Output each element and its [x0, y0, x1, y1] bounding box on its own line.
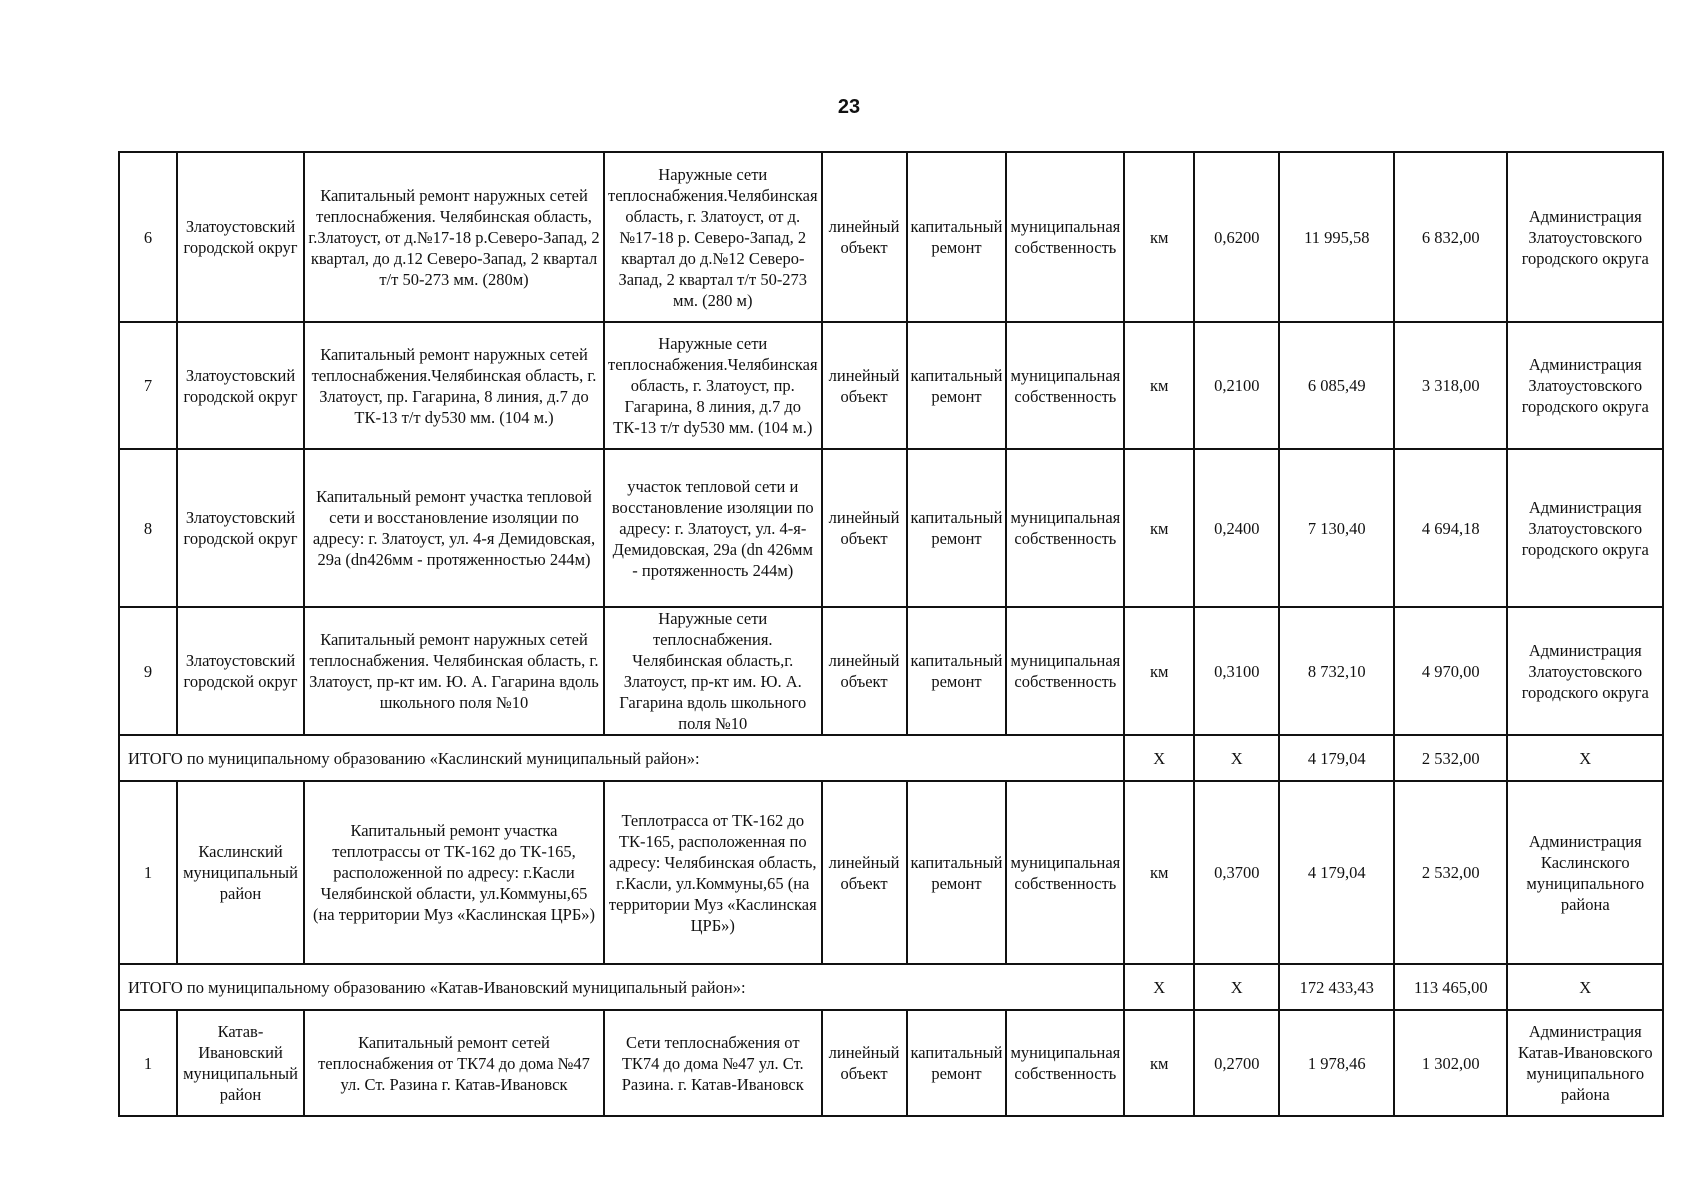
total-cost-total-cell: 172 433,43 — [1279, 964, 1394, 1010]
total-unit-cell: Х — [1124, 735, 1194, 781]
customer-cell: Администрация Златоустовского городского округа — [1507, 322, 1663, 449]
cost-total-cell: 6 085,49 — [1279, 322, 1394, 449]
total-row — [119, 735, 1663, 781]
table-row — [119, 152, 1663, 322]
object-name-cell: Наружные сети теплоснабжения.Челябинская область, г. Златоуст, пр. Гагарина, 8 линия, д.7 до ТК-13 т/т dy530 мм. (104 м.) — [604, 322, 822, 449]
municipality-cell: Златоустовский городской округ — [177, 322, 304, 449]
object-name-cell: Наружные сети теплоснабжения. Челябинская область,г. Златоуст, пр-кт им. Ю. А. Гагарина вдоль школьного поля №10 — [604, 607, 822, 735]
total-quantity-cell: Х — [1194, 735, 1279, 781]
object-type-cell: линейный объект — [822, 607, 907, 735]
object-name-cell: Наружные сети теплоснабжения.Челябинская область, г. Златоуст, от д.№17-18 р. Северо-Запад, 2 квартал до д.№12 Северо-Запад, 2 квартал т/т 50-273 мм. (280 м) — [604, 152, 822, 322]
total-cost-total-cell: 4 179,04 — [1279, 735, 1394, 781]
quantity-cell: 0,2100 — [1194, 322, 1279, 449]
ownership-cell: муниципальная собственность — [1006, 152, 1124, 322]
cost-budget-cell: 4 694,18 — [1394, 449, 1507, 607]
municipality-cell: Катав-Ивановский муниципальный район — [177, 1010, 304, 1116]
object-type-cell: линейный объект — [822, 152, 907, 322]
cost-total-cell: 11 995,58 — [1279, 152, 1394, 322]
works-table — [118, 151, 1664, 1117]
object-name-cell: Сети теплоснабжения от ТК74 до дома №47 ул. Ст. Разина. г. Катав-Ивановск — [604, 1010, 822, 1116]
table-row — [119, 449, 1663, 607]
cost-budget-cell: 2 532,00 — [1394, 781, 1507, 964]
work-name-cell: Капитальный ремонт сетей теплоснабжения от ТК74 до дома №47 ул. Ст. Разина г. Катав-Ивановск — [304, 1010, 604, 1116]
work-name-cell: Капитальный ремонт участка тепловой сети и восстановление изоляции по адресу: г. Златоуст, ул. 4-я Демидовская, 29а (dn426мм - протяженностью 244м) — [304, 449, 604, 607]
quantity-cell: 0,3100 — [1194, 607, 1279, 735]
municipality-cell: Златоустовский городской округ — [177, 449, 304, 607]
object-type-cell: линейный объект — [822, 449, 907, 607]
row-number: 1 — [119, 1010, 177, 1116]
work-type-cell: капитальный ремонт — [907, 1010, 1007, 1116]
ownership-cell: муниципальная собственность — [1006, 607, 1124, 735]
total-customer-cell: Х — [1507, 735, 1663, 781]
cost-total-cell: 4 179,04 — [1279, 781, 1394, 964]
total-cost-budget-cell: 113 465,00 — [1394, 964, 1507, 1010]
total-row — [119, 964, 1663, 1010]
quantity-cell: 0,2700 — [1194, 1010, 1279, 1116]
ownership-cell: муниципальная собственность — [1006, 1010, 1124, 1116]
object-type-cell: линейный объект — [822, 781, 907, 964]
table-row — [119, 607, 1663, 735]
municipality-cell: Златоустовский городской округ — [177, 607, 304, 735]
work-type-cell: капитальный ремонт — [907, 781, 1007, 964]
ownership-cell: муниципальная собственность — [1006, 449, 1124, 607]
object-type-cell: линейный объект — [822, 1010, 907, 1116]
customer-cell: Администрация Златоустовского городского округа — [1507, 152, 1663, 322]
cost-total-cell: 8 732,10 — [1279, 607, 1394, 735]
object-name-cell: Теплотрасса от ТК-162 до ТК-165, расположенная по адресу: Челябинская область, г.Касли, ул.Коммуны,65 (на территории Муз «Каслинская ЦРБ») — [604, 781, 822, 964]
work-name-cell: Капитальный ремонт наружных сетей теплоснабжения.Челябинская область, г. Златоуст, пр. Гагарина, 8 линия, д.7 до ТК-13 т/т dy530 мм. (104 м.) — [304, 322, 604, 449]
unit-cell: км — [1124, 152, 1194, 322]
work-name-cell: Капитальный ремонт наружных сетей теплоснабжения. Челябинская область, г. Златоуст, пр-кт им. Ю. А. Гагарина вдоль школьного поля №10 — [304, 607, 604, 735]
row-number: 1 — [119, 781, 177, 964]
cost-budget-cell: 6 832,00 — [1394, 152, 1507, 322]
work-type-cell: капитальный ремонт — [907, 152, 1007, 322]
unit-cell: км — [1124, 1010, 1194, 1116]
table-row — [119, 781, 1663, 964]
unit-cell: км — [1124, 781, 1194, 964]
total-label: ИТОГО по муниципальному образованию «Катав-Ивановский муниципальный район»: — [119, 964, 1124, 1010]
total-cost-budget-cell: 2 532,00 — [1394, 735, 1507, 781]
total-quantity-cell: Х — [1194, 964, 1279, 1010]
cost-budget-cell: 3 318,00 — [1394, 322, 1507, 449]
unit-cell: км — [1124, 607, 1194, 735]
total-customer-cell: Х — [1507, 964, 1663, 1010]
municipality-cell: Златоустовский городской округ — [177, 152, 304, 322]
row-number: 6 — [119, 152, 177, 322]
work-type-cell: капитальный ремонт — [907, 449, 1007, 607]
quantity-cell: 0,6200 — [1194, 152, 1279, 322]
work-name-cell: Капитальный ремонт участка теплотрассы от ТК-162 до ТК-165, расположенной по адресу: г.Касли Челябинской области, ул.Коммуны,65 (на территории Муз «Каслинская ЦРБ») — [304, 781, 604, 964]
ownership-cell: муниципальная собственность — [1006, 781, 1124, 964]
customer-cell: Администрация Каслинского муниципального района — [1507, 781, 1663, 964]
work-name-cell: Капитальный ремонт наружных сетей теплоснабжения. Челябинская область, г.Златоуст, от д.№17-18 р.Северо-Запад, 2 квартал, до д.12 Северо-Запад, 2 квартал т/т 50-273 мм. (280м) — [304, 152, 604, 322]
total-label: ИТОГО по муниципальному образованию «Каслинский муниципальный район»: — [119, 735, 1124, 781]
table-row — [119, 1010, 1663, 1116]
unit-cell: км — [1124, 322, 1194, 449]
object-name-cell: участок тепловой сети и восстановление изоляции по адресу: г. Златоуст, ул. 4-я-Демидовская, 29а (dn 426мм - протяженность 244м) — [604, 449, 822, 607]
table-row — [119, 322, 1663, 449]
customer-cell: Администрация Златоустовского городского округа — [1507, 449, 1663, 607]
row-number: 7 — [119, 322, 177, 449]
row-number: 9 — [119, 607, 177, 735]
customer-cell: Администрация Катав-Ивановского муниципального района — [1507, 1010, 1663, 1116]
work-type-cell: капитальный ремонт — [907, 607, 1007, 735]
cost-total-cell: 7 130,40 — [1279, 449, 1394, 607]
work-type-cell: капитальный ремонт — [907, 322, 1007, 449]
row-number: 8 — [119, 449, 177, 607]
cost-budget-cell: 4 970,00 — [1394, 607, 1507, 735]
ownership-cell: муниципальная собственность — [1006, 322, 1124, 449]
unit-cell: км — [1124, 449, 1194, 607]
municipality-cell: Каслинский муниципальный район — [177, 781, 304, 964]
cost-total-cell: 1 978,46 — [1279, 1010, 1394, 1116]
quantity-cell: 0,3700 — [1194, 781, 1279, 964]
quantity-cell: 0,2400 — [1194, 449, 1279, 607]
total-unit-cell: Х — [1124, 964, 1194, 1010]
object-type-cell: линейный объект — [822, 322, 907, 449]
customer-cell: Администрация Златоустовского городского округа — [1507, 607, 1663, 735]
page-number: 23 — [837, 96, 861, 118]
cost-budget-cell: 1 302,00 — [1394, 1010, 1507, 1116]
